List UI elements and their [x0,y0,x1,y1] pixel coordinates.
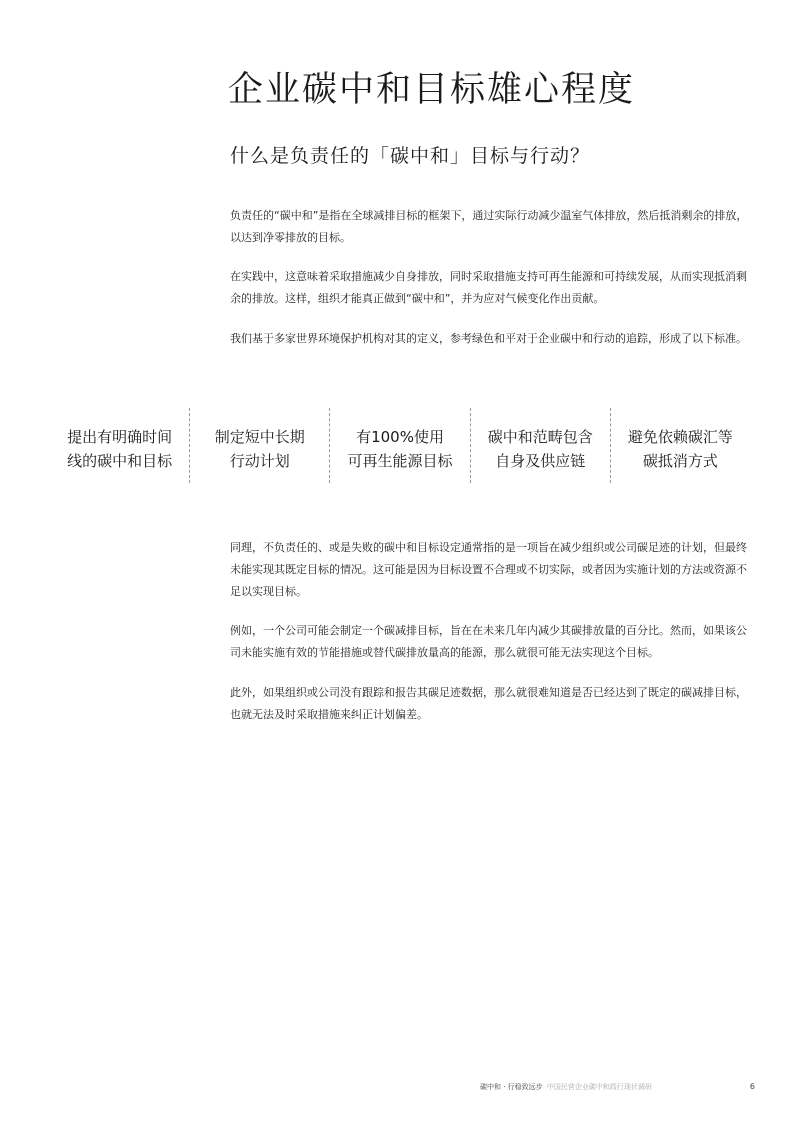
criterion-line: 提出有明确时间 [67,428,173,446]
section-subtitle: 什么是负责任的「碳中和」目标与行动？ [230,145,591,167]
intro-paragraph: 在实践中，这意味着采取措施减少自身排放，同时采取措施支持可再生能源和可持续发展，从而实现抵消剩余的排放。这样，组织才能真正做到“碳中和”，并为应对气候变化作出贡献。 [230,270,747,305]
body-paragraph: 同理，不负责任的、或是失败的碳中和目标设定通常指的是一项旨在减少组织或公司碳足迹的计划，但最终未能实现其既定目标的情况。这可能是因为目标设置不合理或不切实际，或者因为实施计划的方法或资源不足以实现目标。 [230,541,747,598]
criterion-line: 行动计划 [229,452,290,470]
criterion-line: 避免依赖碳汇等 [627,428,733,446]
intro-paragraph: 负责任的“碳中和”是指在全球减排目标的框架下，通过实际行动减少温室气体排放，然后抵消剩余的排放，以达到净零排放的目标。 [230,209,748,244]
criterion-line: 碳抵消方式 [642,452,718,470]
intro-paragraph: 我们基于多家世界环境保护机构对其的定义，参考绿色和平对于企业碳中和行动的追踪，形成了以下标准。 [230,332,747,345]
criterion-line: 线的碳中和目标 [67,452,173,470]
page-number: 6 [749,1082,755,1091]
page-title: 企业碳中和目标雄心程度 [228,70,636,110]
criterion-line: 有100%使用 [356,428,444,446]
criterion-line: 可再生能源目标 [347,452,453,470]
criterion-item [50,408,189,483]
page-footer [480,1082,755,1098]
criterion-item [329,408,469,483]
footer-title: 碳中和 · 行稳致远步 [480,1083,543,1091]
criterion-item [470,408,610,483]
criteria-row [50,408,750,483]
criterion-item [189,408,329,483]
body-paragraph: 此外，如果组织或公司没有跟踪和报告其碳足迹数据，那么就很难知道是否已经达到了既定的碳减排目标，也就无法及时采取措施来纠正计划偏差。 [230,686,747,721]
criterion-line: 制定短中长期 [214,428,305,446]
criterion-line: 碳中和范畴包含 [487,428,593,446]
body-paragraph: 例如，一个公司可能会制定一个碳减排目标，旨在在未来几年内减少其碳排放量的百分比。然而，如果该公司未能实施有效的节能措施或替代碳排放量高的能源，那么就很可能无法实现这个目标。 [230,624,747,659]
footer-subtitle: 中国民营企业碳中和践行现状调研 [546,1083,652,1091]
criterion-line: 自身及供应链 [495,452,586,470]
criterion-item [610,408,750,483]
